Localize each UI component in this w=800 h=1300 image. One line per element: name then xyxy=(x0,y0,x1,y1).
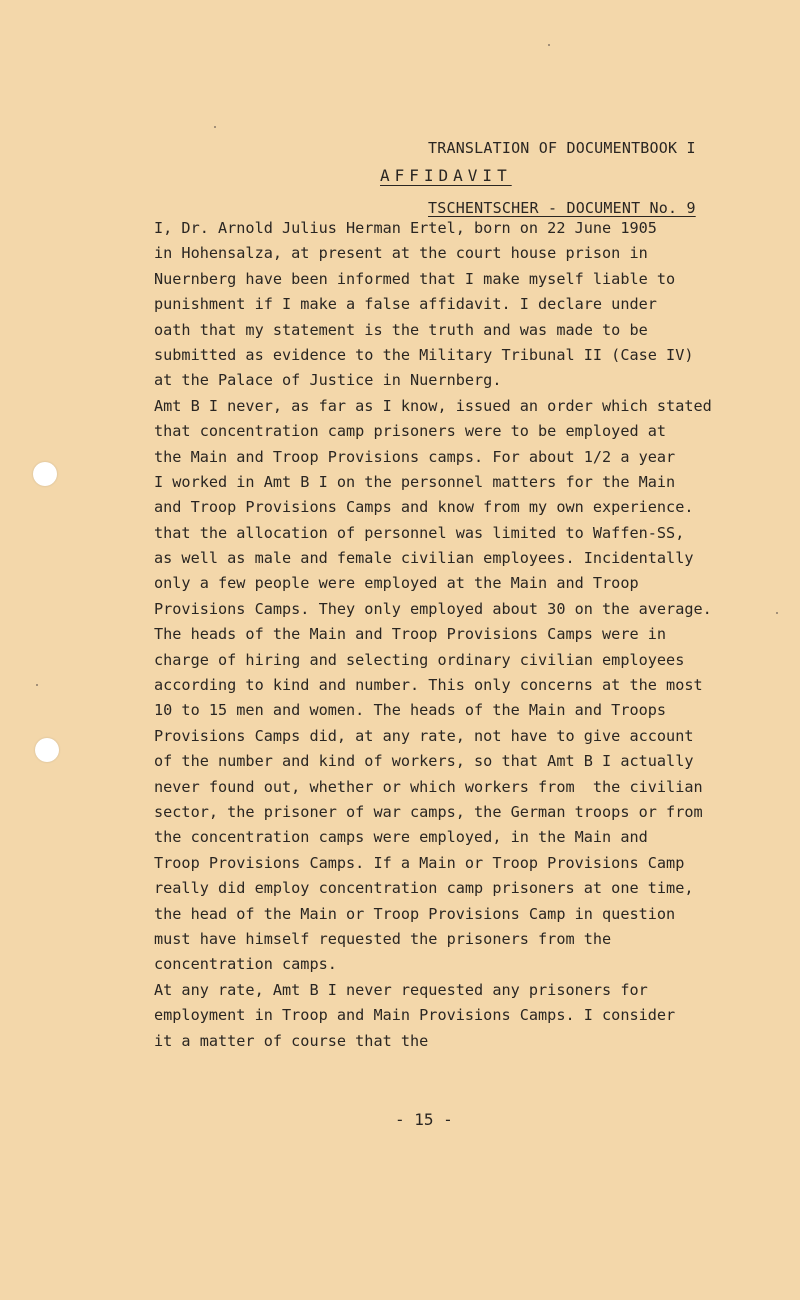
header-line-document-number: TSCHENTSCHER - DOCUMENT No. 9 xyxy=(428,199,696,217)
body-line: and Troop Provisions Camps and know from my own experience. xyxy=(154,498,694,517)
body-line: Troop Provisions Camps. If a Main or Troop Provisions Camp xyxy=(154,853,685,872)
body-line: employment in Troop and Main Provisions Camps. I consider xyxy=(154,1006,676,1025)
body-line: Nuernberg have been informed that I make myself liable to xyxy=(154,269,676,288)
body-line: charge of hiring and selecting ordinary civilian employees xyxy=(154,650,685,669)
body-line: according to kind and number. This only concerns at the most xyxy=(154,676,703,695)
body-line: I worked in Amt B I on the personnel matters for the Main xyxy=(154,472,676,491)
page-number: - 15 - xyxy=(395,1110,453,1129)
body-line: the Main and Troop Provisions camps. For about 1/2 a year xyxy=(154,447,676,466)
body-line: only a few people were employed at the Main and Troop xyxy=(154,574,639,593)
body-line: that concentration camp prisoners were to be employed at xyxy=(154,422,667,441)
body-line: oath that my statement is the truth and was made to be xyxy=(154,320,648,339)
body-line: the concentration camps were employed, in the Main and xyxy=(154,828,648,847)
punch-hole xyxy=(35,738,59,762)
body-line: concentration camps. xyxy=(154,955,337,974)
body-line: The heads of the Main and Troop Provisions Camps were in xyxy=(154,625,667,644)
body-line: At any rate, Amt B I never requested any prisoners for xyxy=(154,980,648,999)
paper-speck xyxy=(214,126,216,128)
body-line: the head of the Main or Troop Provisions Camp in question xyxy=(154,904,676,923)
body-line: Provisions Camps did, at any rate, not have to give account xyxy=(154,726,694,745)
body-line: I, Dr. Arnold Julius Herman Ertel, born on 22 June 1905 xyxy=(154,219,657,237)
body-line: in Hohensalza, at present at the court house prison in xyxy=(154,244,648,263)
body-line: sector, the prisoner of war camps, the German troops or from xyxy=(154,802,703,821)
body-line: punishment if I make a false affidavit. I declare under xyxy=(154,295,657,314)
body-line: it a matter of course that the xyxy=(154,1031,429,1050)
punch-hole xyxy=(33,462,57,486)
body-line: that the allocation of personnel was limited to Waffen-SS, xyxy=(154,523,685,542)
body-line: of the number and kind of workers, so that Amt B I actually xyxy=(154,752,694,771)
body-line: Provisions Camps. They only employed about 30 on the average. xyxy=(154,599,712,618)
body-line: 10 to 15 men and women. The heads of the Main and Troops xyxy=(154,701,667,720)
body-line: really did employ concentration camp prisoners at one time, xyxy=(154,879,694,898)
body-line: as well as male and female civilian employees. Incidentally xyxy=(154,549,694,568)
document-title: AFFIDAVIT xyxy=(380,166,512,185)
body-line: submitted as evidence to the Military Tribunal II (Case IV) xyxy=(154,345,694,364)
body-line: at the Palace of Justice in Nuernberg. xyxy=(154,371,502,390)
affidavit-body xyxy=(154,216,784,1054)
header-line-translation: TRANSLATION OF DOCUMENTBOOK I xyxy=(428,139,696,157)
paper-speck xyxy=(36,684,38,686)
body-line: never found out, whether or which workers from the civilian xyxy=(154,777,703,796)
body-line: must have himself requested the prisoners from the xyxy=(154,929,612,948)
paper-speck xyxy=(548,44,550,46)
body-line: Amt B I never, as far as I know, issued an order which stated xyxy=(154,396,712,415)
